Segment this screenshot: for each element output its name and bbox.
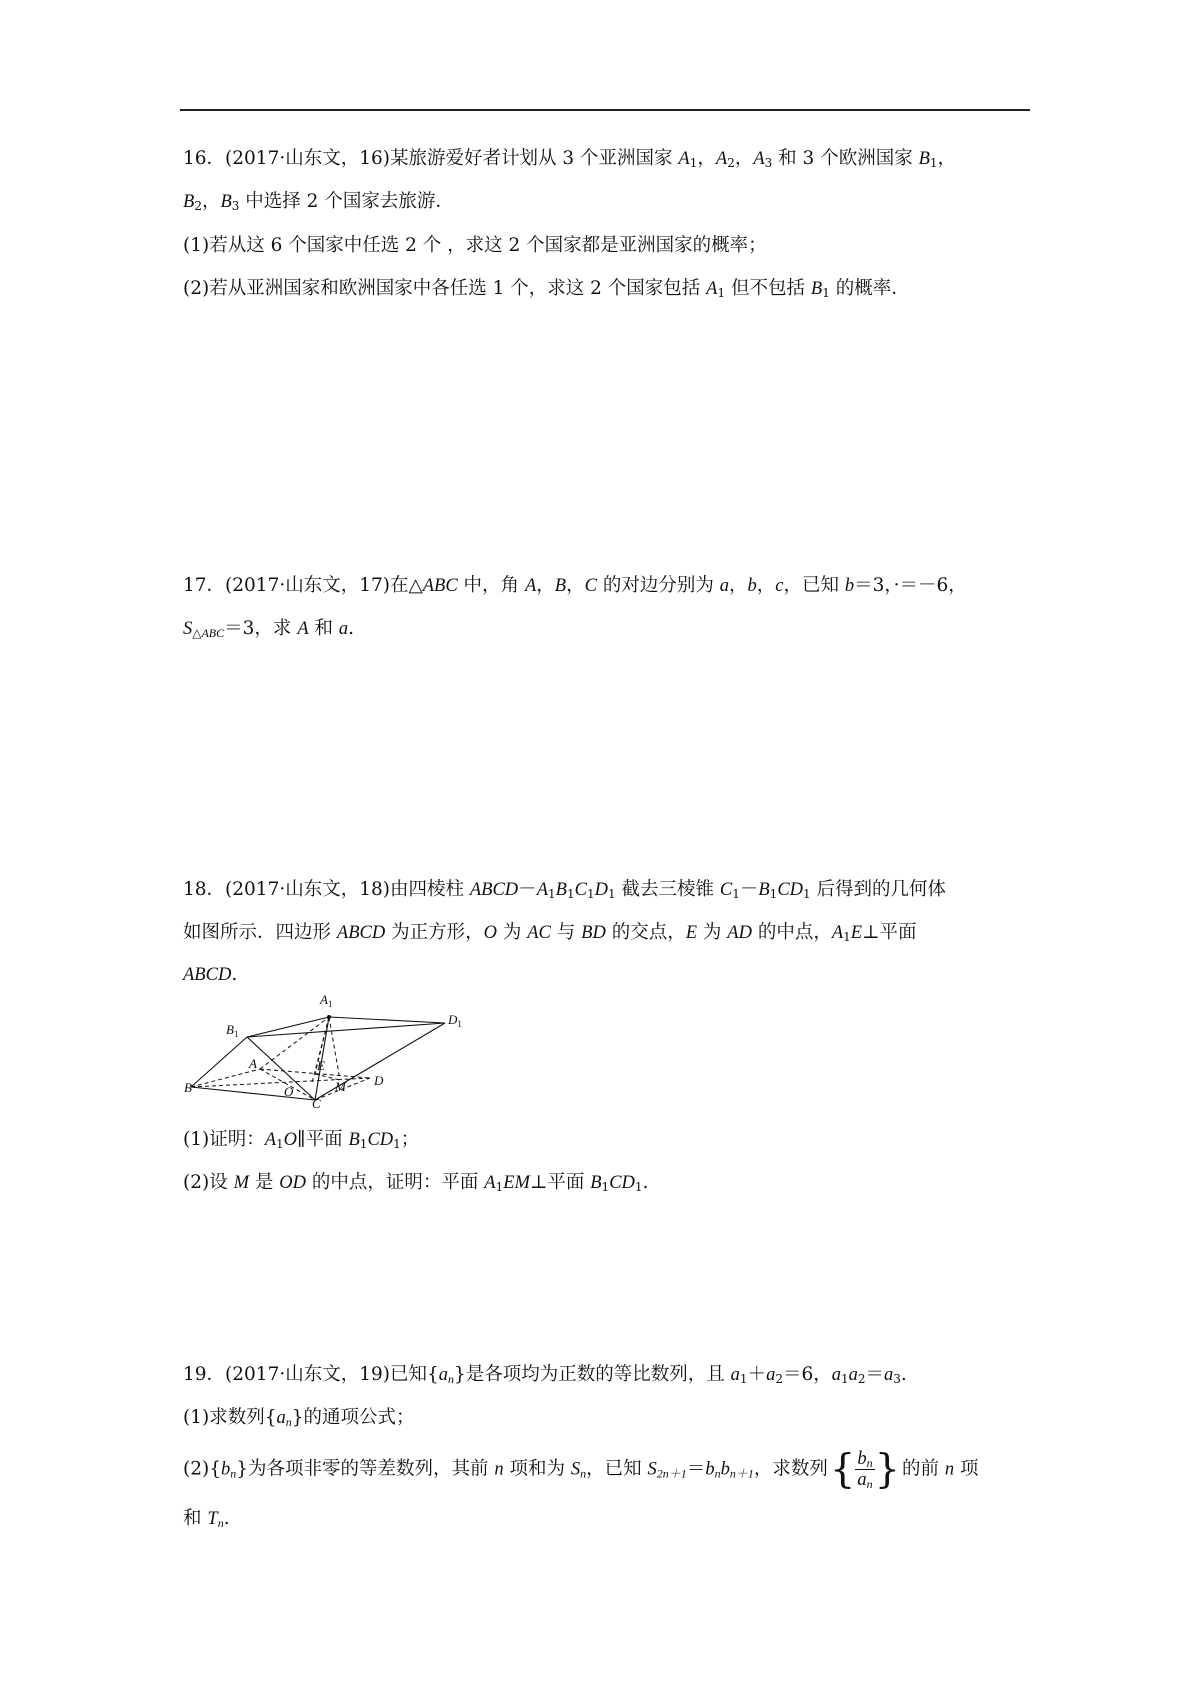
fraction-bn-over-an: { $\frac{b_n}{a_n}$ }: [829, 1446, 901, 1493]
problem-18-question-2: (2)设 M 是 OD 的中点，证明：平面 $A_1EM\perp$平面 $B_1CD_1$.: [183, 1172, 649, 1194]
label-o: O: [284, 1084, 294, 1099]
problem-18-line-1: 18．(2017·山东文，18)由四棱柱 $ABCD-A_1B_1C_1D_1$ 截去三棱锥 $C_1-B_1CD_1$ 后得到的几何体: [183, 879, 947, 901]
problem-19-line-1: 19．(2017·山东文，19)已知$\{a_n\}$是各项均为正数的等比数列，且 $a_1+a_2=6$，$a_1a_2=a_3$.: [183, 1364, 907, 1386]
problem-18-line-2: 如图所示．四边形 ABCD 为正方形，O 为 AC 与 BD 的交点，E 为 AD 的中点，$A_1E\perp$平面: [183, 922, 917, 944]
label-m: M: [335, 1079, 346, 1094]
label-b1: $B_1$: [226, 1022, 239, 1039]
edge-a1-m: [329, 1017, 340, 1080]
prism-figure: [184, 990, 478, 1111]
edge-b1-c: [247, 1037, 315, 1100]
header-rule: [180, 109, 1030, 111]
problem-19-line-last: 和 $T_n$.: [183, 1508, 230, 1530]
label-a1: $A_1$: [320, 992, 333, 1009]
label-a: A: [249, 1056, 257, 1071]
problem-19-question-1: (1)求数列$\{a_n\}$的通项公式；: [183, 1407, 415, 1429]
label-d: D: [374, 1073, 384, 1088]
point-a1-marker: [327, 1015, 331, 1019]
problem-18-line-3: ABCD.: [183, 964, 238, 985]
problem-17-line-1: 17．(2017·山东文，17)在△ABC 中，角 A，B，C 的对边分别为 a，b，c，已知 b＝3，·＝－6，: [183, 575, 967, 596]
label-d1: $D_1$: [448, 1012, 462, 1029]
edge-a1-d1: [329, 1017, 445, 1023]
problem-16-line-2: $B_2$，$B_3$ 中选择 2 个国家去旅游．: [183, 191, 454, 213]
problem-19-question-2: $(2)\{b_n\}$为各项非零的等差数列，其前 n 项和为 $S_n$，已知 $S_{2n+1}=b_nb_{n+1}$，求数列{ $\frac{b_n}{a_n}$ } 的前 n 项: [183, 1446, 979, 1493]
problem-16-question-2: (2)若从亚洲国家和欧洲国家中各任选 1 个，求这 2 个国家包括 $A_1$ 但不包括 $B_1$ 的概率．: [183, 278, 910, 300]
label-c: C: [312, 1096, 321, 1111]
problem-18-question-1: (1)证明：$A_1O\parallel$平面 $B_1CD_1$；: [183, 1129, 420, 1151]
problem-16-line-1: 16．(2017·山东文，16)某旅游爱好者计划从 3 个亚洲国家 $A_1$，$A_2$，$A_3$ 和 3 个欧洲国家 $B_1$，: [183, 148, 957, 170]
label-b: B: [184, 1080, 192, 1095]
label-e: E: [317, 1058, 325, 1073]
edge-b-c: [191, 1087, 315, 1100]
problem-16-question-1: (1)若从这 6 个国家中任选 2 个 ，求这 2 个国家都是亚洲国家的概率；: [183, 235, 767, 256]
problem-17-line-2: $S_{\triangle ABC}=3$，求 A 和 a.: [183, 618, 355, 640]
